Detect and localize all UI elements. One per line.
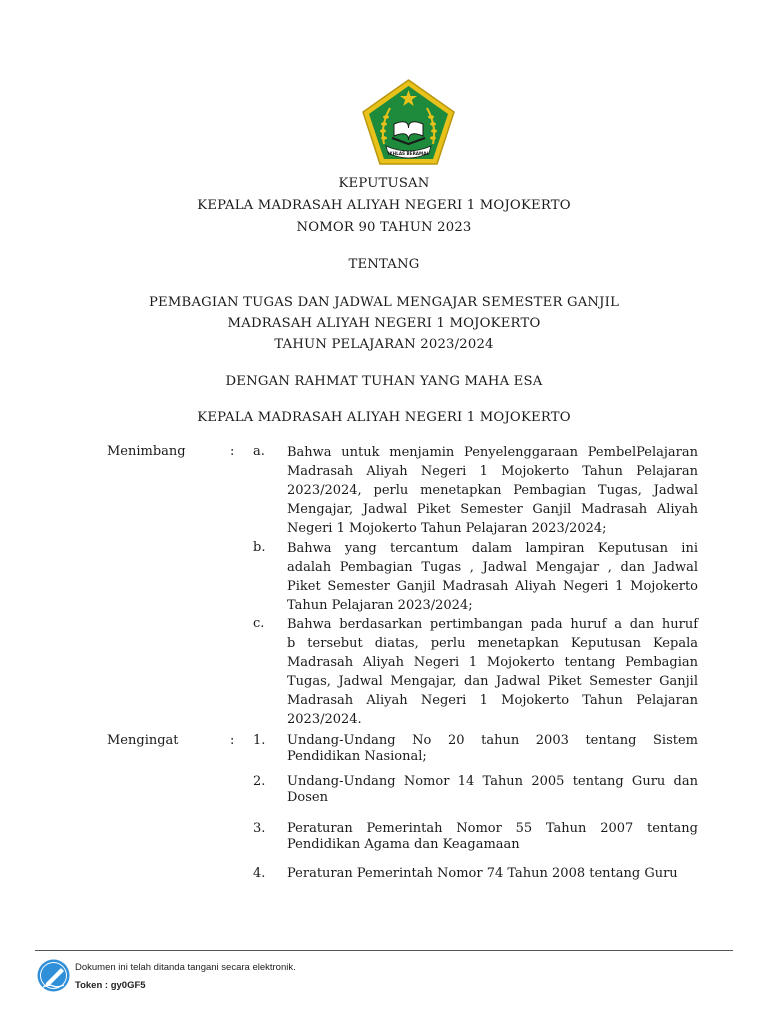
kemenag-logo [360, 78, 457, 166]
mengingat-item-4: Peraturan Pemerintah Nomor 74 Tahun 2008 tentang Guru [287, 866, 678, 881]
menimbang-mark-c: c. [253, 616, 265, 631]
decree-number: NOMOR 90 TAHUN 2023 [296, 220, 472, 235]
menimbang-mark-a: a. [253, 444, 265, 459]
mengingat-colon: : [230, 733, 235, 748]
opening-phrase: DENGAN RAHMAT TUHAN YANG MAHA ESA [225, 374, 543, 389]
e-signature-icon [37, 959, 70, 992]
issuer-repeat: KEPALA MADRASAH ALIYAH NEGERI 1 MOJOKERTO [197, 410, 571, 425]
token-label: Token : gy0GF5 [75, 980, 146, 991]
mengingat-item-2: Undang-Undang Nomor 14 Tahun 2005 tentang Guru dan Dosen [287, 774, 698, 805]
tentang-heading: TENTANG [348, 257, 420, 272]
menimbang-label: Menimbang [107, 444, 186, 459]
menimbang-item-b: Bahwa yang tercantum dalam lampiran Keputusan ini adalah Pembagian Tugas , Jadwal Mengajar , dan Jadwal Piket Semester Ganjil Madrasah Aliyah Negeri 1 Mojokerto Tahun Pelajaran 2023/2024; [287, 541, 698, 613]
mengingat-mark-1: 1. [253, 733, 266, 748]
mengingat-item-1: Undang-Undang No 20 tahun 2003 tentang Sistem Pendidikan Nasional; [287, 733, 698, 764]
mengingat-label: Mengingat [107, 733, 179, 748]
mengingat-mark-3: 3. [253, 821, 266, 836]
doc-type: KEPUTUSAN [338, 176, 430, 191]
subject-line-1: PEMBAGIAN TUGAS DAN JADWAL MENGAJAR SEMESTER GANJIL [148, 295, 620, 310]
menimbang-item-c: Bahwa berdasarkan pertimbangan pada huruf a dan huruf b tersebut diatas, perlu menetapkan Keputusan Kepala Madrasah Aliyah Negeri 1 Mojokerto tentang Pembagian Tugas, Jadwal Mengajar, dan Jadwal Piket Semester Ganjil Madrasah Aliyah Negeri 1 Mojokerto Tahun Pelajaran 2023/2024. [287, 617, 698, 727]
footer-divider [35, 950, 733, 951]
subject-line-3: TAHUN PELAJARAN 2023/2024 [274, 337, 494, 352]
mengingat-mark-2: 2. [253, 774, 266, 789]
menimbang-item-a: Bahwa untuk menjamin Penyelenggaraan PembelPelajaran Madrasah Aliyah Negeri 1 Mojokerto Tahun Pelajaran 2023/2024, perlu menetapkan Pembagian Tugas, Jadwal Mengajar, Jadwal Piket Semester Ganjil Madrasah Aliyah Negeri 1 Mojokerto Tahun Pelajaran 2023/2024; [287, 445, 698, 536]
menimbang-mark-b: b. [253, 540, 266, 555]
menimbang-colon: : [230, 444, 235, 459]
mengingat-mark-4: 4. [253, 866, 266, 881]
logo-motto: IKHLAS BERAMAL [387, 151, 430, 156]
issuer: KEPALA MADRASAH ALIYAH NEGERI 1 MOJOKERTO [197, 198, 571, 213]
e-sign-note: Dokumen ini telah ditanda tangani secara elektronik. [75, 962, 296, 973]
subject-line-2: MADRASAH ALIYAH NEGERI 1 MOJOKERTO [227, 316, 541, 331]
mengingat-item-3: Peraturan Pemerintah Nomor 55 Tahun 2007 tentang Pendidikan Agama dan Keagamaan [287, 821, 698, 852]
